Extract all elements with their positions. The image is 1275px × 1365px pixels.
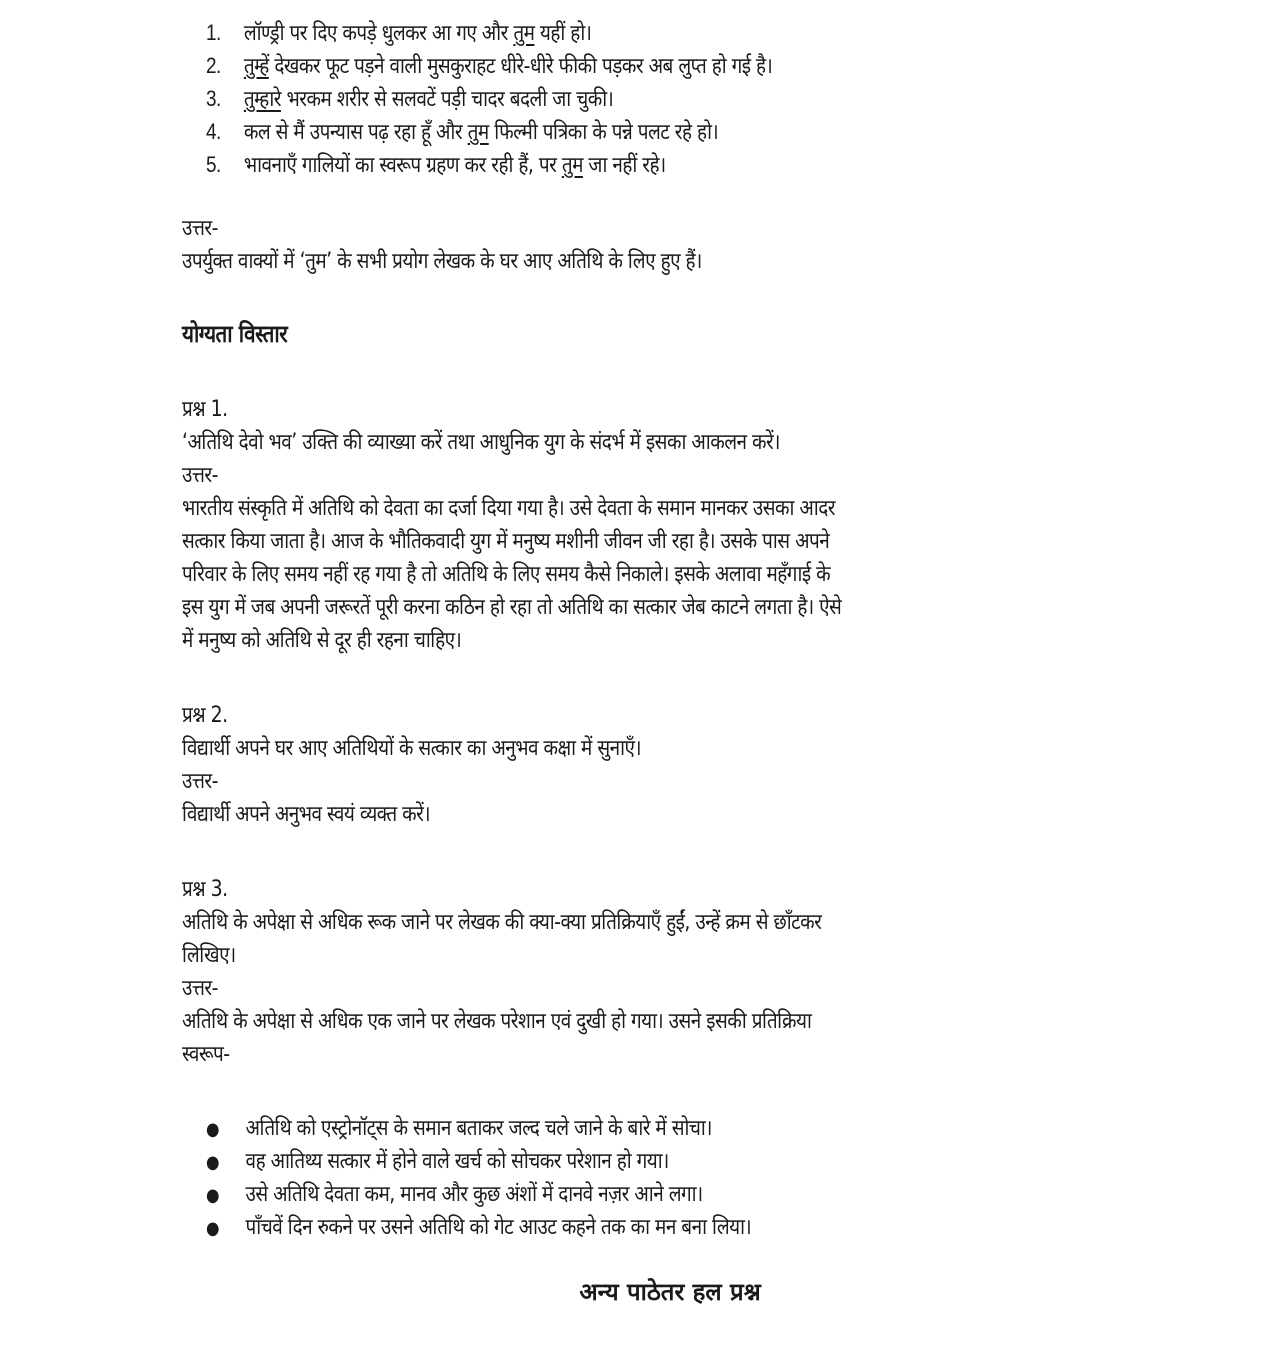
list-text: कल से मैं उपन्यास पढ़ रहा हूँ और bbox=[243, 120, 468, 145]
bullet-item bbox=[206, 1112, 712, 1146]
bullet-text: वह आतिथ्य सत्कार में होने वाले खर्च को सोचकर परेशान हो गया। bbox=[245, 1149, 669, 1174]
list-number: 2. bbox=[206, 53, 221, 78]
list-item bbox=[206, 49, 772, 83]
bottom-heading: अन्य पाठेतर हल प्रश्न bbox=[579, 1278, 761, 1306]
bullet-icon: ● bbox=[206, 1152, 219, 1173]
underlined-word: तुम bbox=[513, 21, 535, 46]
list-text: लॉण्ड्री पर दिए कपड़े धुलकर आ गए और bbox=[243, 21, 514, 46]
question-text: ‘अतिथि देवो भव’ उक्ति की व्याख्या करें तथा आधुनिक युग के संदर्भ में इसका आकलन करें। bbox=[182, 430, 780, 455]
list-text: यहीं हो। bbox=[534, 21, 592, 46]
list-text: भरकम शरीर से सलवटें पड़ी चादर बदली जा चुकी। bbox=[280, 87, 614, 112]
bullet-icon: ● bbox=[206, 1218, 219, 1239]
question-label: प्रश्न 3. bbox=[182, 877, 228, 902]
list-number: 3. bbox=[206, 86, 221, 111]
answer-label: उत्तर- bbox=[182, 976, 218, 1001]
answer-label: उत्तर- bbox=[182, 216, 218, 241]
underlined-word: तुम bbox=[561, 153, 583, 178]
question-text: विद्यार्थी अपने घर आए अतिथियों के सत्कार का अनुभव कक्षा में सुनाएँ। bbox=[182, 736, 642, 761]
list-text: जा नहीं रहे। bbox=[582, 153, 666, 178]
bullet-item bbox=[206, 1178, 703, 1212]
answer-line: परिवार के लिए समय नहीं रह गया है तो अतिथि के लिए समय कैसे निकाले। इसके अलावा महँगाई के bbox=[182, 562, 831, 587]
answer-text: विद्यार्थी अपने अनुभव स्वयं व्यक्त करें। bbox=[182, 802, 431, 827]
section-heading: योग्यता विस्तार bbox=[182, 320, 288, 348]
answer-line: सत्कार किया जाता है। आज के भौतिकवादी युग में मनुष्य मशीनी जीवन जी रहा है। उसके पास अपने bbox=[182, 529, 830, 554]
list-item bbox=[206, 148, 666, 182]
list-number: 1. bbox=[206, 20, 221, 45]
question-line: लिखिए। bbox=[182, 943, 236, 968]
underlined-word: तुम bbox=[467, 120, 489, 145]
bullet-icon: ● bbox=[206, 1119, 219, 1140]
underlined-word: तुम्हें bbox=[243, 54, 269, 79]
bullet-text: पाँचवें दिन रुकने पर उसने अतिथि को गेट आउट कहने तक का मन बना लिया। bbox=[245, 1215, 752, 1240]
list-text: फिल्मी पत्रिका के पन्ने पलट रहे हो। bbox=[488, 120, 719, 145]
answer-line: भारतीय संस्कृति में अतिथि को देवता का दर्जा दिया गया है। उसे देवता के समान मानकर उसका आदर bbox=[182, 496, 835, 521]
bullet-item bbox=[206, 1211, 751, 1245]
bullet-text: उसे अतिथि देवता कम, मानव और कुछ अंशों में दानवे नज़र आने लगा। bbox=[245, 1182, 703, 1207]
bullet-icon: ● bbox=[206, 1185, 219, 1206]
list-text: देखकर फूट पड़ने वाली मुसकुराहट धीरे-धीरे फीकी पड़कर अब लुप्त हो गई है। bbox=[268, 54, 773, 79]
question-line: अतिथि के अपेक्षा से अधिक रूक जाने पर लेखक की क्या-क्या प्रतिक्रियाएँ हुईं, उन्हें क्रम से छाँटकर bbox=[182, 910, 822, 935]
answer-label: उत्तर- bbox=[182, 769, 218, 794]
question-label: प्रश्न 2. bbox=[182, 703, 228, 728]
answer-label: उत्तर- bbox=[182, 463, 218, 488]
answer-text: उपर्युक्त वाक्यों में ‘तुम’ के सभी प्रयोग लेखक के घर आए अतिथि के लिए हुए हैं। bbox=[182, 249, 702, 274]
answer-line: अतिथि के अपेक्षा से अधिक एक जाने पर लेखक परेशान एवं दुखी हो गया। उसने इसकी प्रतिक्रिया bbox=[182, 1009, 812, 1034]
answer-line: इस युग में जब अपनी जरूरतें पूरी करना कठिन हो रहा तो अतिथि का सत्कार जेब काटने लगता है। ऐसे bbox=[182, 595, 842, 620]
underlined-word: तुम्हारे bbox=[243, 87, 281, 112]
list-number: 5. bbox=[206, 152, 221, 177]
bullet-item bbox=[206, 1145, 669, 1179]
answer-line: स्वरूप- bbox=[182, 1042, 230, 1067]
list-item bbox=[206, 82, 613, 116]
bullet-text: अतिथि को एस्ट्रोनॉट्स के समान बताकर जल्द चले जाने के बारे में सोचा। bbox=[245, 1116, 712, 1141]
question-label: प्रश्न 1. bbox=[182, 397, 228, 422]
list-item bbox=[206, 115, 718, 149]
answer-line: में मनुष्य को अतिथि से दूर ही रहना चाहिए। bbox=[182, 628, 462, 653]
list-item bbox=[206, 16, 591, 50]
list-text: भावनाएँ गालियों का स्वरूप ग्रहण कर रही हैं, पर bbox=[243, 153, 562, 178]
list-number: 4. bbox=[206, 119, 221, 144]
